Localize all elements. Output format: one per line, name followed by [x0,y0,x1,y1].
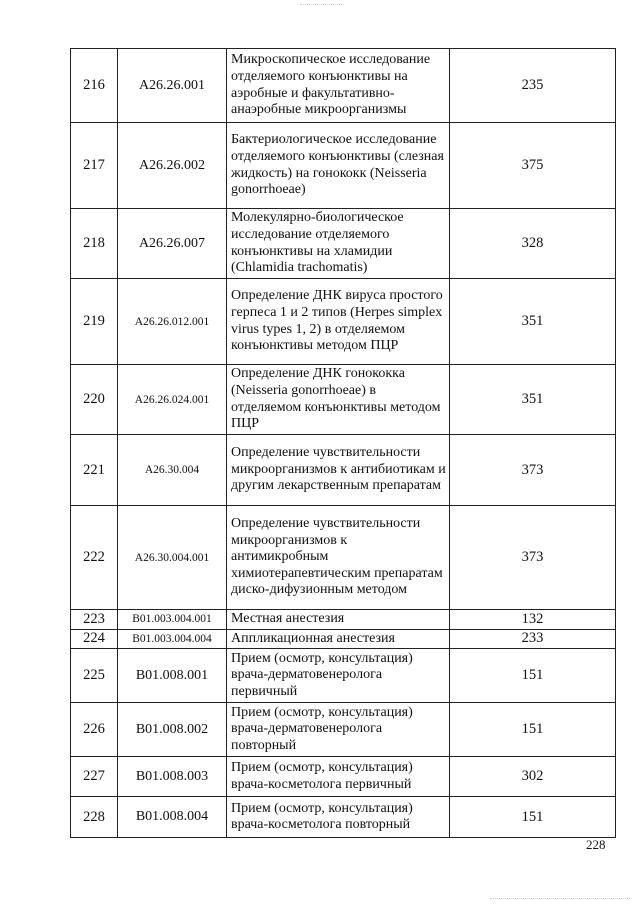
service-name: Местная анестезия [227,610,450,630]
service-code: A26.30.004.001 [118,506,227,610]
row-number: 222 [71,506,118,610]
table-row [71,629,616,649]
service-code: A26.26.024.001 [118,365,227,435]
service-name: Определение ДНК вируса простого герпеса 1 и 2 типов (Herpes simplex virus types 1, 2) в отделяемом конъюнктивы методом ПЦР [227,279,450,365]
service-price: 375 [450,123,616,209]
table-row [71,49,616,123]
row-number: 225 [71,649,118,703]
service-code: B01.008.001 [118,649,227,703]
row-number: 219 [71,279,118,365]
service-code: B01.008.003 [118,757,227,797]
row-number: 226 [71,703,118,757]
service-price: 151 [450,703,616,757]
service-code: B01.003.004.004 [118,629,227,649]
table-row [71,279,616,365]
row-number: 224 [71,629,118,649]
service-name: Прием (осмотр, консультация) врача-косметолога первичный [227,757,450,797]
table-row [71,435,616,506]
service-price: 373 [450,435,616,506]
table-row [71,610,616,630]
page-number: 228 [586,837,606,852]
service-price: 233 [450,629,616,649]
table-row [71,797,616,838]
service-name: Молекулярно-биологическое исследование отделяемого конъюнктивы на хламидии (Chlamidia trachomatis) [227,209,450,279]
service-code: B01.003.004.001 [118,610,227,630]
service-name: Определение ДНК гонококка (Neisseria gonorrhoeae) в отделяемом конъюнктивы методом ПЦР [227,365,450,435]
service-price: 235 [450,49,616,123]
row-number: 217 [71,123,118,209]
service-code: B01.008.002 [118,703,227,757]
table-row [71,757,616,797]
service-code: A26.26.001 [118,49,227,123]
service-price: 302 [450,757,616,797]
service-price: 351 [450,279,616,365]
table-row [71,209,616,279]
scan-mark [300,4,344,7]
service-code: A26.30.004 [118,435,227,506]
row-number: 228 [71,797,118,838]
row-number: 221 [71,435,118,506]
row-number: 216 [71,49,118,123]
row-number: 227 [71,757,118,797]
service-name: Аппликационная анестезия [227,629,450,649]
service-code: A26.26.012.001 [118,279,227,365]
service-price: 151 [450,797,616,838]
table-row [71,649,616,703]
service-name: Прием (осмотр, консультация) врача-дерматовенеролога первичный [227,649,450,703]
service-name: Бактериологическое исследование отделяемого конъюнктивы (слезная жидкость) на гонококк (Neisseria gonorrhoeae) [227,123,450,209]
row-number: 220 [71,365,118,435]
service-price: 132 [450,610,616,630]
table-row [71,506,616,610]
table-row [71,703,616,757]
service-price: 151 [450,649,616,703]
service-name: Микроскопическое исследование отделяемого конъюнктивы на аэробные и факультативно-анаэробные микроорганизмы [227,49,450,123]
service-name: Определение чувствительности микроорганизмов к антимикробным химиотерапевтическим препаратам диско-дифузионным методом [227,506,450,610]
service-code: B01.008.004 [118,797,227,838]
table-row [71,123,616,209]
service-price: 351 [450,365,616,435]
table-row [71,365,616,435]
price-table [70,48,616,838]
row-number: 223 [71,610,118,630]
row-number: 218 [71,209,118,279]
service-name: Определение чувствительности микроорганизмов к антибиотикам и другим лекарственным препаратам [227,435,450,506]
service-price: 373 [450,506,616,610]
scan-footer-mark [490,898,630,899]
service-code: A26.26.007 [118,209,227,279]
service-code: A26.26.002 [118,123,227,209]
service-name: Прием (осмотр, консультация) врача-дерматовенеролога повторный [227,703,450,757]
service-price: 328 [450,209,616,279]
service-name: Прием (осмотр, консультация) врача-косметолога повторный [227,797,450,838]
